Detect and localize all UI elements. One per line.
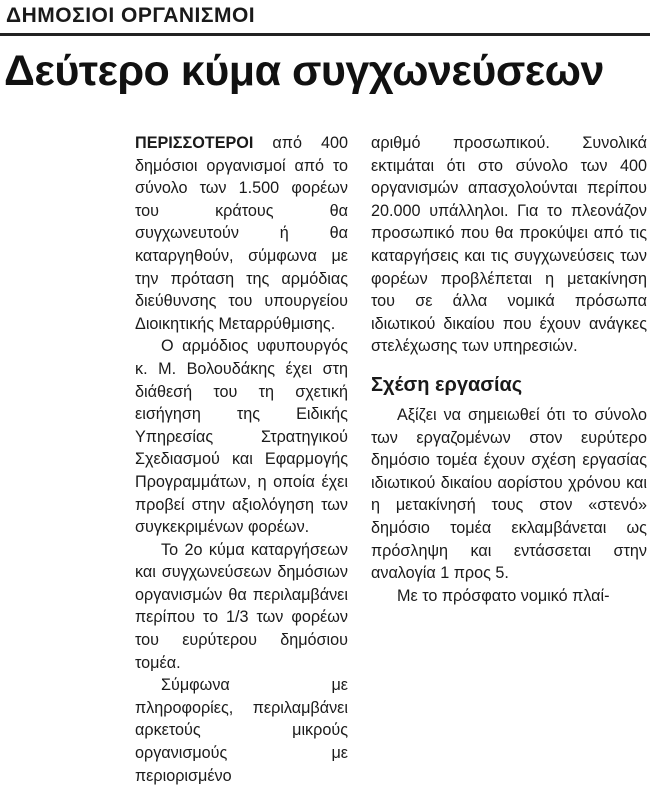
paragraph-4: Σύμφωνα με πληροφορίες, περιλαμβάνει αρκετούς μικρούς οργανισμούς με περιορισμένο (135, 676, 348, 785)
section-title: ΔΗΜΟΣΙΟΙ ΟΡΓΑΝΙΣΜΟΙ (6, 4, 256, 27)
subheading: Σχέση εργασίας (371, 373, 523, 396)
article-column-right (371, 132, 647, 607)
paragraph-3: Το 2ο κύμα καταργήσεων και συγχωνεύσεων δημόσιων οργανισμών θα περιλαμβάνει περίπου το 1/3 των φορέων του ευρύτερου δημόσιου τομέα. (135, 540, 348, 672)
paragraph-1 (135, 132, 348, 335)
article-headline: Δεύτερο κύμα συγχωνεύσεων (4, 47, 604, 95)
paragraph-2: Ο αρμόδιος υφυπουργός κ. Μ. Βολουδάκης έχει στη διάθεσή του τη σχετική εισήγηση της Ειδικής Υπηρεσίας Στρατηγικού Σχεδιασμού και Εφαρμογής Προγραμμάτων, η οποία έχει προβεί στην αξιολόγηση των συγκεκριμένων φορέων. (135, 337, 348, 537)
paragraph-1-text: από 400 δημόσιοι οργανισμοί από το σύνολο των 1.500 φορέων του κράτους θα συγχωνευτούν ή θα καταργηθούν, σύμφωνα με την πρόταση της αρμόδιας διεύθυνσης του υπουργείου Διοικητικής Μεταρρύθμισης. (135, 134, 348, 333)
lead-word: ΠΕΡΙΣΣΟΤΕΡΟΙ (135, 134, 254, 152)
paragraph-6: Αξίζει να σημειωθεί ότι το σύνολο των εργαζομένων στον ευρύτερο δημόσιο τομέα έχουν σχέση εργασίας ιδιωτικού δικαίου αορίστου χρόνου και η μετακίνησή τους στον «στενό» δημόσιο τομέα εκλαμβάνεται ως πρόσληψη και εντάσσεται στην αναλογία 1 προς 5. (371, 405, 647, 583)
header-divider (0, 33, 650, 36)
paragraph-7: Με το πρόσφατο νομικό πλαί- (397, 586, 610, 605)
paragraph-5: αριθμό προσωπικού. Συνολικά εκτιμάται ότι στο σύνολο των 400 οργανισμών απασχολούνται περίπου 20.000 υπάλληλοι. Για το πλεονάζον προσωπικό που θα προκύψει από τις καταργήσεις και τις συγχωνεύσεις των φορέων προβλέπεται η μετακίνηση του σε άλλα νομικά πρόσωπα ιδιωτικού δικαίου που έχουν ανάγκες στελέχωσης των υπηρεσιών. (371, 134, 647, 356)
article-column-left (135, 132, 348, 787)
